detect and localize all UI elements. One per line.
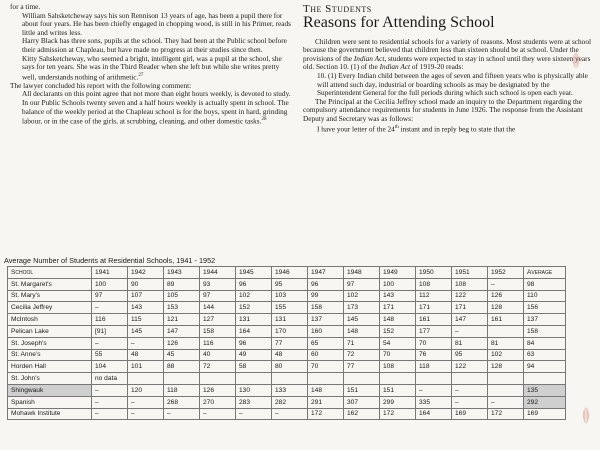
footnote-ref: 28	[261, 117, 267, 123]
school-name-cell: McIntosh	[8, 314, 92, 326]
table-cell: –	[488, 278, 524, 290]
table-row	[8, 396, 566, 408]
table-cell: 144	[200, 302, 236, 314]
table-row	[8, 373, 566, 385]
table-cell: 65	[308, 337, 344, 349]
table-cell: 160	[308, 325, 344, 337]
table-header-cell: 1950	[416, 267, 452, 279]
table-cell: 126	[488, 290, 524, 302]
table-cell: 147	[164, 325, 200, 337]
table-cell	[236, 373, 272, 385]
table-header-cell: 1946	[272, 267, 308, 279]
table-cell: 102	[236, 290, 272, 302]
table-cell: 152	[236, 302, 272, 314]
average-cell: 292	[524, 396, 566, 408]
table-cell	[380, 373, 416, 385]
table-cell: –	[92, 384, 128, 396]
table-cell: 151	[344, 384, 380, 396]
table-row	[8, 384, 566, 396]
table-cell: 95	[452, 349, 488, 361]
table-cell	[164, 373, 200, 385]
table-header-cell: 1947	[308, 267, 344, 279]
school-name-cell: St. Joseph's	[8, 337, 92, 349]
table-cell: 283	[236, 396, 272, 408]
table-cell: 48	[128, 349, 164, 361]
table-cell: 152	[380, 325, 416, 337]
table-cell: 102	[344, 290, 380, 302]
table-cell: 116	[200, 337, 236, 349]
table-row	[8, 290, 566, 302]
table-cell	[308, 373, 344, 385]
table-cell: 122	[452, 290, 488, 302]
attendance-table	[7, 266, 566, 420]
section-label: The Students	[303, 3, 372, 15]
table-cell: –	[128, 408, 164, 420]
table-cell: 93	[200, 278, 236, 290]
table-cell: 71	[344, 337, 380, 349]
table-cell: 101	[128, 361, 164, 373]
table-cell: 299	[380, 396, 416, 408]
table-cell: –	[272, 408, 308, 420]
table-header-cell: 1949	[380, 267, 416, 279]
table-cell: 70	[308, 361, 344, 373]
average-cell: 169	[524, 408, 566, 420]
table-row	[8, 408, 566, 420]
table-cell: 97	[344, 278, 380, 290]
table-cell: 118	[416, 361, 452, 373]
table-cell: 172	[308, 408, 344, 420]
table-cell: 151	[380, 384, 416, 396]
school-name-cell: St. Anne's	[8, 349, 92, 361]
table-cell: 172	[488, 408, 524, 420]
average-cell: 135	[524, 384, 566, 396]
table-cell: 145	[344, 314, 380, 326]
table-cell: [91]	[92, 325, 128, 337]
table-cell: 80	[272, 361, 308, 373]
table-cell: 100	[380, 278, 416, 290]
table-cell: 107	[128, 290, 164, 302]
table-cell: 121	[164, 314, 200, 326]
table-cell: 96	[236, 337, 272, 349]
school-name-cell: Horden Hall	[8, 361, 92, 373]
table-cell: 49	[236, 349, 272, 361]
table-cell: 48	[272, 349, 308, 361]
average-cell: 98	[524, 278, 566, 290]
table-caption: Average Number of Students at Residential Schools, 1941 - 1952	[4, 256, 216, 265]
table-cell: 108	[380, 361, 416, 373]
table-cell: 126	[200, 384, 236, 396]
table-cell: –	[452, 325, 488, 337]
table-cell: 177	[416, 325, 452, 337]
table-cell: –	[128, 396, 164, 408]
table-cell	[488, 325, 524, 337]
table-cell	[416, 373, 452, 385]
table-cell: 58	[236, 361, 272, 373]
table-cell: 77	[272, 337, 308, 349]
average-cell: 94	[524, 361, 566, 373]
table-row	[8, 349, 566, 361]
table-cell: 145	[128, 325, 164, 337]
table-cell: 89	[164, 278, 200, 290]
table-cell: 143	[380, 290, 416, 302]
feather-watermark-icon	[565, 50, 587, 72]
table-cell: 105	[164, 290, 200, 302]
table-cell: 335	[416, 396, 452, 408]
table-cell: 76	[416, 349, 452, 361]
table-cell: 148	[380, 314, 416, 326]
table-cell: 97	[200, 290, 236, 302]
table-cell	[344, 373, 380, 385]
table-cell: 70	[380, 349, 416, 361]
table-cell	[488, 384, 524, 396]
paragraph: All declarants on this point agree that not more than eight hours weekly, is devoted to study. In our Public Schools twenty seven and a half hours weekly is actually spent in school. The balance of the weekly period at the Chapleau school is for the boys, spent in hard, grinding labour, or in the case of the girls, at scrubbing, cleaning, and other domestic tasks.$^{28}$	[22, 89, 291, 126]
table-cell: 108	[452, 278, 488, 290]
table-cell: 77	[344, 361, 380, 373]
table-cell: 153	[164, 302, 200, 314]
table-cell: 54	[380, 337, 416, 349]
table-cell: –	[452, 396, 488, 408]
table-cell: 96	[236, 278, 272, 290]
table-cell: 143	[128, 302, 164, 314]
table-row	[8, 314, 566, 326]
school-name-cell: St. Margaret's	[8, 278, 92, 290]
table-cell: 130	[236, 384, 272, 396]
table-cell: 99	[308, 290, 344, 302]
table-header-cell: 1948	[344, 267, 380, 279]
table-cell: 158	[308, 302, 344, 314]
table-cell: 170	[272, 325, 308, 337]
paragraph: Kitty Sahsketcheway, who seemed a bright, intelligent girl, was a pupil at the school, she says for ten years. She was in the Third Reader when she left but while she writes pretty well, understands nothing of arithmetic.$^{27}$	[22, 53, 282, 82]
table-cell: 291	[308, 396, 344, 408]
table-cell: 270	[200, 396, 236, 408]
table-cell: 96	[308, 278, 344, 290]
table-cell: 172	[380, 408, 416, 420]
school-name-cell: Shingwauk	[8, 384, 92, 396]
footnote-ref: 27	[138, 72, 144, 78]
table-cell: 60	[308, 349, 344, 361]
table-cell: 128	[488, 361, 524, 373]
paragraph: Harry Black has three sons, pupils at the school. They had been at the Public school before their admission at Chapleau, but have made no progress at their studies since then.	[22, 36, 287, 54]
table-header-cell: 1941	[92, 267, 128, 279]
school-name-cell: Spanish	[8, 396, 92, 408]
average-cell: 84	[524, 337, 566, 349]
paragraph: The lawyer concluded his report with the following comment:	[10, 80, 192, 90]
table-cell: 40	[200, 349, 236, 361]
table-cell: 72	[200, 361, 236, 373]
table-header-cell: 1945	[236, 267, 272, 279]
table-cell: –	[128, 337, 164, 349]
table-cell: no data	[92, 373, 128, 385]
table-cell: 120	[128, 384, 164, 396]
table-cell: –	[164, 408, 200, 420]
table-row	[8, 361, 566, 373]
table-header-cell: School	[8, 267, 92, 279]
table-cell: 164	[236, 325, 272, 337]
table-cell: 171	[416, 302, 452, 314]
table-cell: –	[488, 396, 524, 408]
table-cell: 55	[92, 349, 128, 361]
table-cell: –	[92, 408, 128, 420]
table-cell: 171	[380, 302, 416, 314]
table-header-cell: 1951	[452, 267, 488, 279]
school-name-cell: Cecilia Jeffrey	[8, 302, 92, 314]
table-row	[8, 325, 566, 337]
table-cell: 102	[488, 349, 524, 361]
table-cell: 128	[488, 302, 524, 314]
table-cell: –	[200, 408, 236, 420]
paragraph: William Sahsketcheway says his son Rennison 13 years of age, has been a pupil there for about four years. He has been chiefly engaged in chopping wood, is still in his Primer, reads little and writes less.	[22, 10, 292, 37]
letter-quote: I have your letter of the 24th instant and in reply beg to state that the	[317, 123, 516, 133]
table-cell: 131	[272, 314, 308, 326]
table-cell	[200, 373, 236, 385]
average-cell: 137	[524, 314, 566, 326]
table-header-cell: Average	[524, 267, 566, 279]
paragraph: Children were sent to residential schools for a variety of reasons. Most students were at school because the government believed that children less than sixteen should be at school. Under the provisions of the Indian Act, students were expected to stay in school until they were sixteen years old. Section 10. (1) of the Indian Act of 1919-20 reads:	[303, 36, 591, 72]
table-header-cell: 1942	[128, 267, 164, 279]
table-cell: 133	[272, 384, 308, 396]
paragraph: for a time.	[10, 2, 41, 11]
table-cell: 45	[164, 349, 200, 361]
average-cell: 156	[524, 302, 566, 314]
table-cell: 72	[344, 349, 380, 361]
table-row	[8, 337, 566, 349]
average-cell: 63	[524, 349, 566, 361]
left-text-column	[10, 3, 294, 126]
table-cell: 90	[128, 278, 164, 290]
table-header-cell: 1944	[200, 267, 236, 279]
table-cell: 116	[92, 314, 128, 326]
school-name-cell: St. Mary's	[8, 290, 92, 302]
table-cell: 112	[416, 290, 452, 302]
table-cell: 171	[452, 302, 488, 314]
table-cell: 161	[488, 314, 524, 326]
table-cell: 147	[452, 314, 488, 326]
table-cell: 122	[452, 361, 488, 373]
right-text-column	[303, 3, 591, 134]
table-cell: 81	[452, 337, 488, 349]
table-cell: –	[92, 337, 128, 349]
table-row	[8, 302, 566, 314]
table-cell: 95	[272, 278, 308, 290]
school-name-cell: Pelican Lake	[8, 325, 92, 337]
table-cell: 158	[200, 325, 236, 337]
table-cell: 131	[236, 314, 272, 326]
table-header-row	[8, 267, 566, 279]
table-cell: 88	[164, 361, 200, 373]
average-cell: 158	[524, 325, 566, 337]
table-cell: 155	[272, 302, 308, 314]
school-name-cell: St. John's	[8, 373, 92, 385]
table-cell	[488, 373, 524, 385]
table-cell: 162	[344, 408, 380, 420]
table-cell: 148	[308, 384, 344, 396]
table-cell: 115	[128, 314, 164, 326]
table-cell: 137	[308, 314, 344, 326]
section-heading: Reasons for Attending School	[303, 13, 495, 31]
table-header-cell: 1952	[488, 267, 524, 279]
table-cell: 307	[344, 396, 380, 408]
table-cell: 126	[164, 337, 200, 349]
table-cell: 118	[164, 384, 200, 396]
table-cell: 97	[92, 290, 128, 302]
feather-watermark-icon	[575, 405, 597, 427]
table-cell: 103	[272, 290, 308, 302]
table-cell: 100	[92, 278, 128, 290]
table-cell: 81	[488, 337, 524, 349]
paragraph: The Principal at the Cecilia Jeffrey school made an inquiry to the Department regarding the compulsory attendance requirements for students in June 1926. The response from the Assistant Deputy and Secretary was as follows:	[303, 96, 583, 123]
table-row	[8, 278, 566, 290]
table-cell: 148	[344, 325, 380, 337]
table-cell: 268	[164, 396, 200, 408]
average-cell: 110	[524, 290, 566, 302]
table-cell: –	[452, 384, 488, 396]
table-header-cell: 1943	[164, 267, 200, 279]
table-cell: 173	[344, 302, 380, 314]
table-cell: 127	[200, 314, 236, 326]
table-cell	[128, 373, 164, 385]
table-cell: 161	[416, 314, 452, 326]
table-cell: –	[92, 302, 128, 314]
table-cell: 108	[416, 278, 452, 290]
block-quote: 10. (1) Every Indian child between the ages of seven and fifteen years who is physically able will attend such day, industrial or boarding schools as may be designated by the Superintendent General for the full periods during which such school is open each year.	[317, 70, 588, 98]
table-cell	[272, 373, 308, 385]
average-cell	[524, 373, 566, 385]
table-cell: –	[92, 396, 128, 408]
table-cell: –	[416, 384, 452, 396]
table-cell: 104	[92, 361, 128, 373]
table-cell	[452, 373, 488, 385]
table-cell: 169	[452, 408, 488, 420]
table-cell: 164	[416, 408, 452, 420]
table-cell: 282	[272, 396, 308, 408]
school-name-cell: Mohawk Institute	[8, 408, 92, 420]
table-cell: –	[236, 408, 272, 420]
table-cell: 70	[416, 337, 452, 349]
